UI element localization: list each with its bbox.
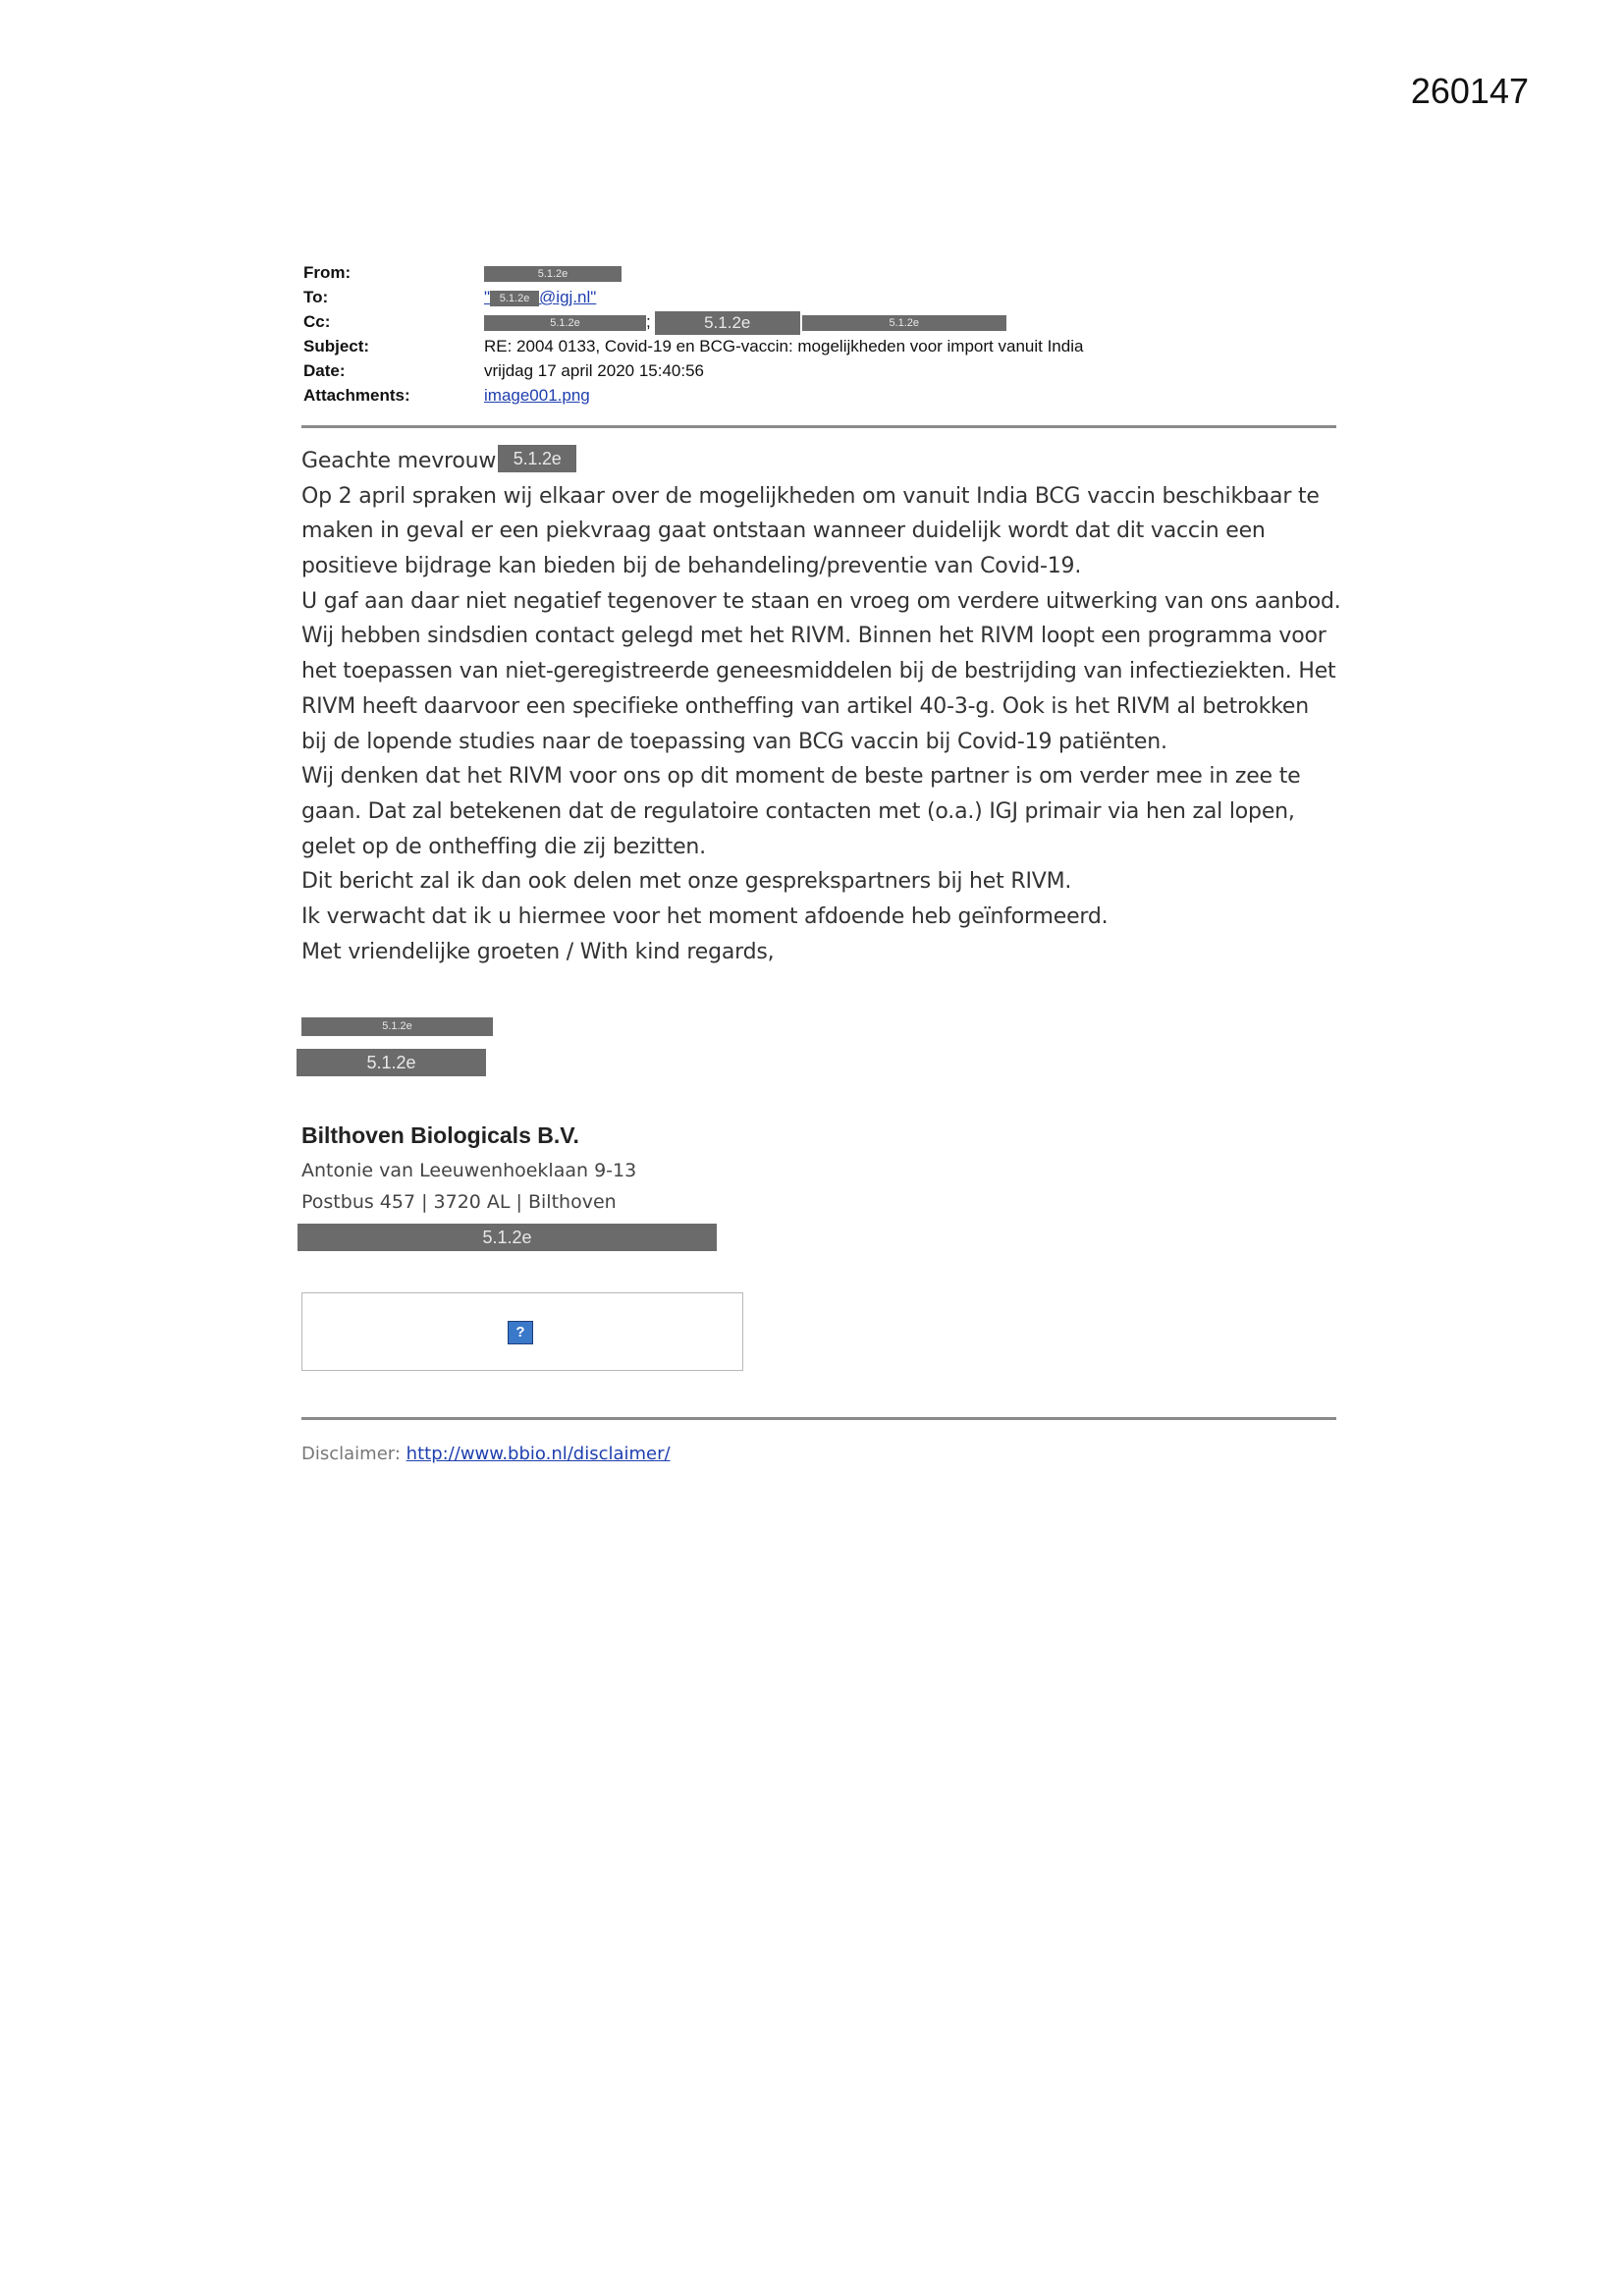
- signature-redaction-contact: 5.1.2e: [298, 1224, 717, 1251]
- body-line: U gaf aan daar niet negatief tegenover te staan en vroeg om verdere uitwerking van ons aanbod.: [301, 588, 1341, 614]
- from-row: [303, 260, 1334, 285]
- subject-label: Subject:: [303, 337, 370, 355]
- disclaimer: [301, 1444, 671, 1464]
- body-line: maken in geval er een piekvraag gaat ontstaan wanneer duidelijk wordt dat dit vaccin een: [301, 519, 1266, 544]
- greeting: Geachte mevrouw: [301, 449, 497, 473]
- body-line: gelet op de ontheffing die zij bezitten.: [301, 834, 706, 859]
- attachment-link[interactable]: image001.png: [484, 386, 590, 405]
- cc-separator: ;: [646, 312, 651, 331]
- signature-redaction-title: 5.1.2e: [297, 1049, 486, 1076]
- cc-label: Cc:: [303, 312, 331, 331]
- body-line: Wij denken dat het RIVM voor ons op dit moment de beste partner is om verder mee in zee te: [301, 764, 1301, 790]
- attachments-row: [303, 383, 1334, 408]
- email-header: [303, 260, 1334, 408]
- date-value: vrijdag 17 april 2020 15:40:56: [484, 361, 704, 380]
- disclaimer-link[interactable]: http://www.bbio.nl/disclaimer/: [406, 1444, 671, 1464]
- body-line: Op 2 april spraken wij elkaar over de mogelijkheden om vanuit India BCG vaccin beschikbaar te: [301, 483, 1320, 509]
- body-line: bij de lopende studies naar de toepassing van BCG vaccin bij Covid-19 patiënten.: [301, 729, 1167, 754]
- body-line: het toepassen van niet-geregistreerde geneesmiddelen bij de bestrijding van infectieziekten. Het: [301, 659, 1336, 684]
- greeting-line: [301, 444, 1352, 479]
- email-body: [301, 444, 1352, 969]
- body-line: Met vriendelijke groeten / With kind regards,: [301, 939, 775, 964]
- redaction-box: 5.1.2e: [498, 445, 576, 472]
- subject-row: [303, 334, 1334, 358]
- postal-line: Postbus 457 | 3720 AL | Bilthoven: [301, 1191, 617, 1213]
- from-label: From:: [303, 263, 352, 282]
- disclaimer-label: Disclaimer:: [301, 1444, 401, 1464]
- signature-divider: [301, 1417, 1336, 1420]
- body-line: Ik verwacht dat ik u hiermee voor het moment afdoende heb geïnformeerd.: [301, 903, 1109, 929]
- cc-row: [303, 309, 1334, 334]
- embedded-image-placeholder: [301, 1292, 743, 1371]
- to-label: To:: [303, 288, 329, 306]
- body-line: positieve bijdrage kan bieden bij de behandeling/preventie van Covid-19.: [301, 554, 1082, 579]
- redaction-box: 5.1.2e: [655, 311, 800, 335]
- cc-value: [484, 309, 1006, 335]
- redaction-box: 5.1.2e: [802, 315, 1006, 331]
- redaction-box: 5.1.2e: [490, 291, 539, 306]
- redaction-box: 5.1.2e: [484, 266, 622, 282]
- redaction-box: 5.1.2e: [484, 315, 646, 331]
- date-row: [303, 358, 1334, 383]
- to-quote: ": [484, 288, 491, 306]
- signature-redaction-name: 5.1.2e: [301, 1017, 493, 1036]
- header-divider: [301, 425, 1336, 428]
- document-number: 260147: [1410, 71, 1529, 111]
- body-line: RIVM heeft daarvoor een specifieke ontheffing van artikel 40-3-g. Ook is het RIVM al betrokken: [301, 693, 1310, 719]
- broken-image-question-icon: ?: [508, 1321, 533, 1344]
- company-name: Bilthoven Biologicals B.V.: [301, 1122, 579, 1148]
- body-line: Dit bericht zal ik dan ook delen met onze gesprekspartners bij het RIVM.: [301, 869, 1072, 895]
- attachments-label: Attachments:: [303, 386, 410, 405]
- address-line: Antonie van Leeuwenhoeklaan 9-13: [301, 1160, 637, 1181]
- body-line: Wij hebben sindsdien contact gelegd met het RIVM. Binnen het RIVM loopt een programma voor: [301, 624, 1326, 649]
- body-line: gaan. Dat zal betekenen dat de regulatoire contacten met (o.a.) IGJ primair via hen zal lopen,: [301, 798, 1295, 824]
- to-domain: @igj.nl": [539, 288, 597, 306]
- date-label: Date:: [303, 361, 346, 380]
- subject-value: RE: 2004 0133, Covid-19 en BCG-vaccin: mogelijkheden voor import vanuit India: [484, 337, 1084, 355]
- to-value[interactable]: [484, 285, 596, 309]
- from-value: [484, 260, 622, 285]
- to-row: [303, 285, 1334, 309]
